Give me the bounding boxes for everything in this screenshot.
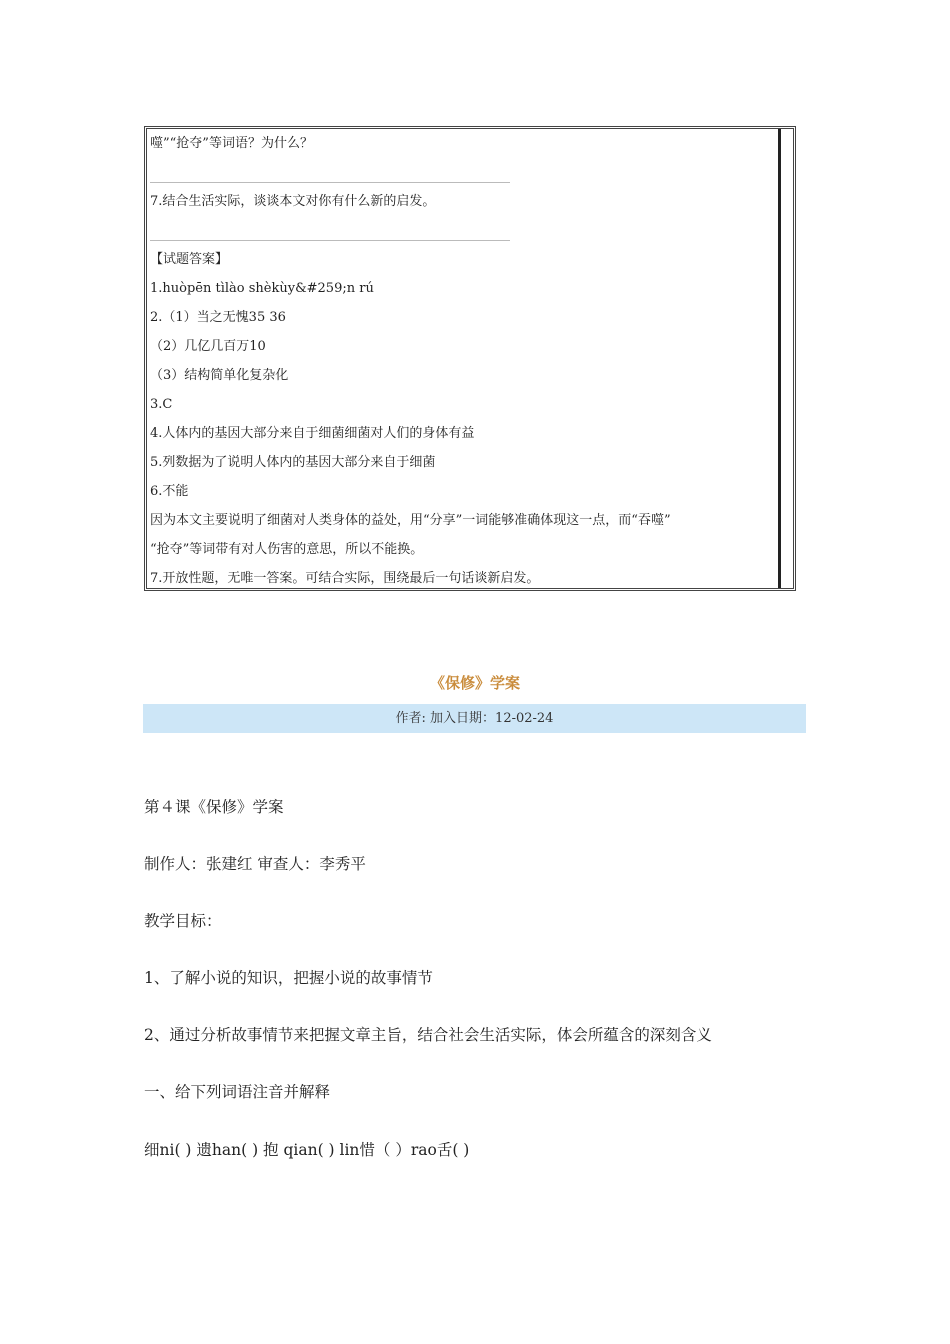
answer-6: 6.不能	[150, 484, 189, 499]
answer-2-1: 2.（1）当之无愧35 36	[150, 310, 286, 325]
answer-3: 3.C	[150, 397, 173, 412]
answer-2-3: （3）结构简单化复杂化	[150, 368, 289, 383]
goal-2: 2、通过分析故事情节来把握文章主旨，结合社会生活实际，体会所蕴含的深刻含义	[144, 1026, 712, 1044]
answer-6-reason-cont: “抢夺”等词带有对人伤害的意思，所以不能换。	[150, 542, 424, 557]
goal-1: 1、了解小说的知识，把握小说的故事情节	[144, 969, 433, 987]
answer-1: 1.huòpēn tìlào shèkùy&#259;n rú	[150, 281, 374, 296]
question-7: 7.结合生活实际，谈谈本文对你有什么新的启发。	[150, 194, 436, 209]
article-meta-bar: 作者: 加入日期：12-02-24	[143, 704, 806, 733]
answer-4: 4.人体内的基因大部分来自于细菌细菌对人们的身体有益	[150, 426, 475, 441]
goals-heading: 教学目标：	[144, 912, 222, 930]
answers-heading: 【试题答案】	[150, 252, 229, 267]
answer-box-inner	[147, 129, 781, 588]
answer-5: 5.列数据为了说明人体内的基因大部分来自于细菌	[150, 455, 436, 470]
answer-6-reason: 因为本文主要说明了细菌对人类身体的益处，用“分享”一词能够准确体现这一点，而“吞噬”	[150, 513, 671, 528]
pinyin-exercise: 细ni( ) 遗han( ) 抱 qian( ) lin惜（ ）rao舌( )	[144, 1141, 470, 1159]
answer-blank-line	[150, 182, 510, 183]
answer-blank-line	[150, 240, 510, 241]
article-title: 《保修》学案	[429, 674, 520, 692]
answer-2-2: （2）几亿几百万10	[150, 339, 266, 354]
lesson-title: 第４课《保修》学案	[144, 798, 284, 816]
answer-box	[144, 126, 796, 591]
section-1-heading: 一、给下列词语注音并解释	[144, 1083, 331, 1101]
question-text-tail: 噬”“抢夺”等词语？为什么？	[150, 136, 313, 151]
authors: 制作人：张建红 审查人：李秀平	[144, 855, 366, 873]
answer-7: 7.开放性题，无唯一答案。可结合实际，围绕最后一句话谈新启发。	[150, 571, 540, 586]
